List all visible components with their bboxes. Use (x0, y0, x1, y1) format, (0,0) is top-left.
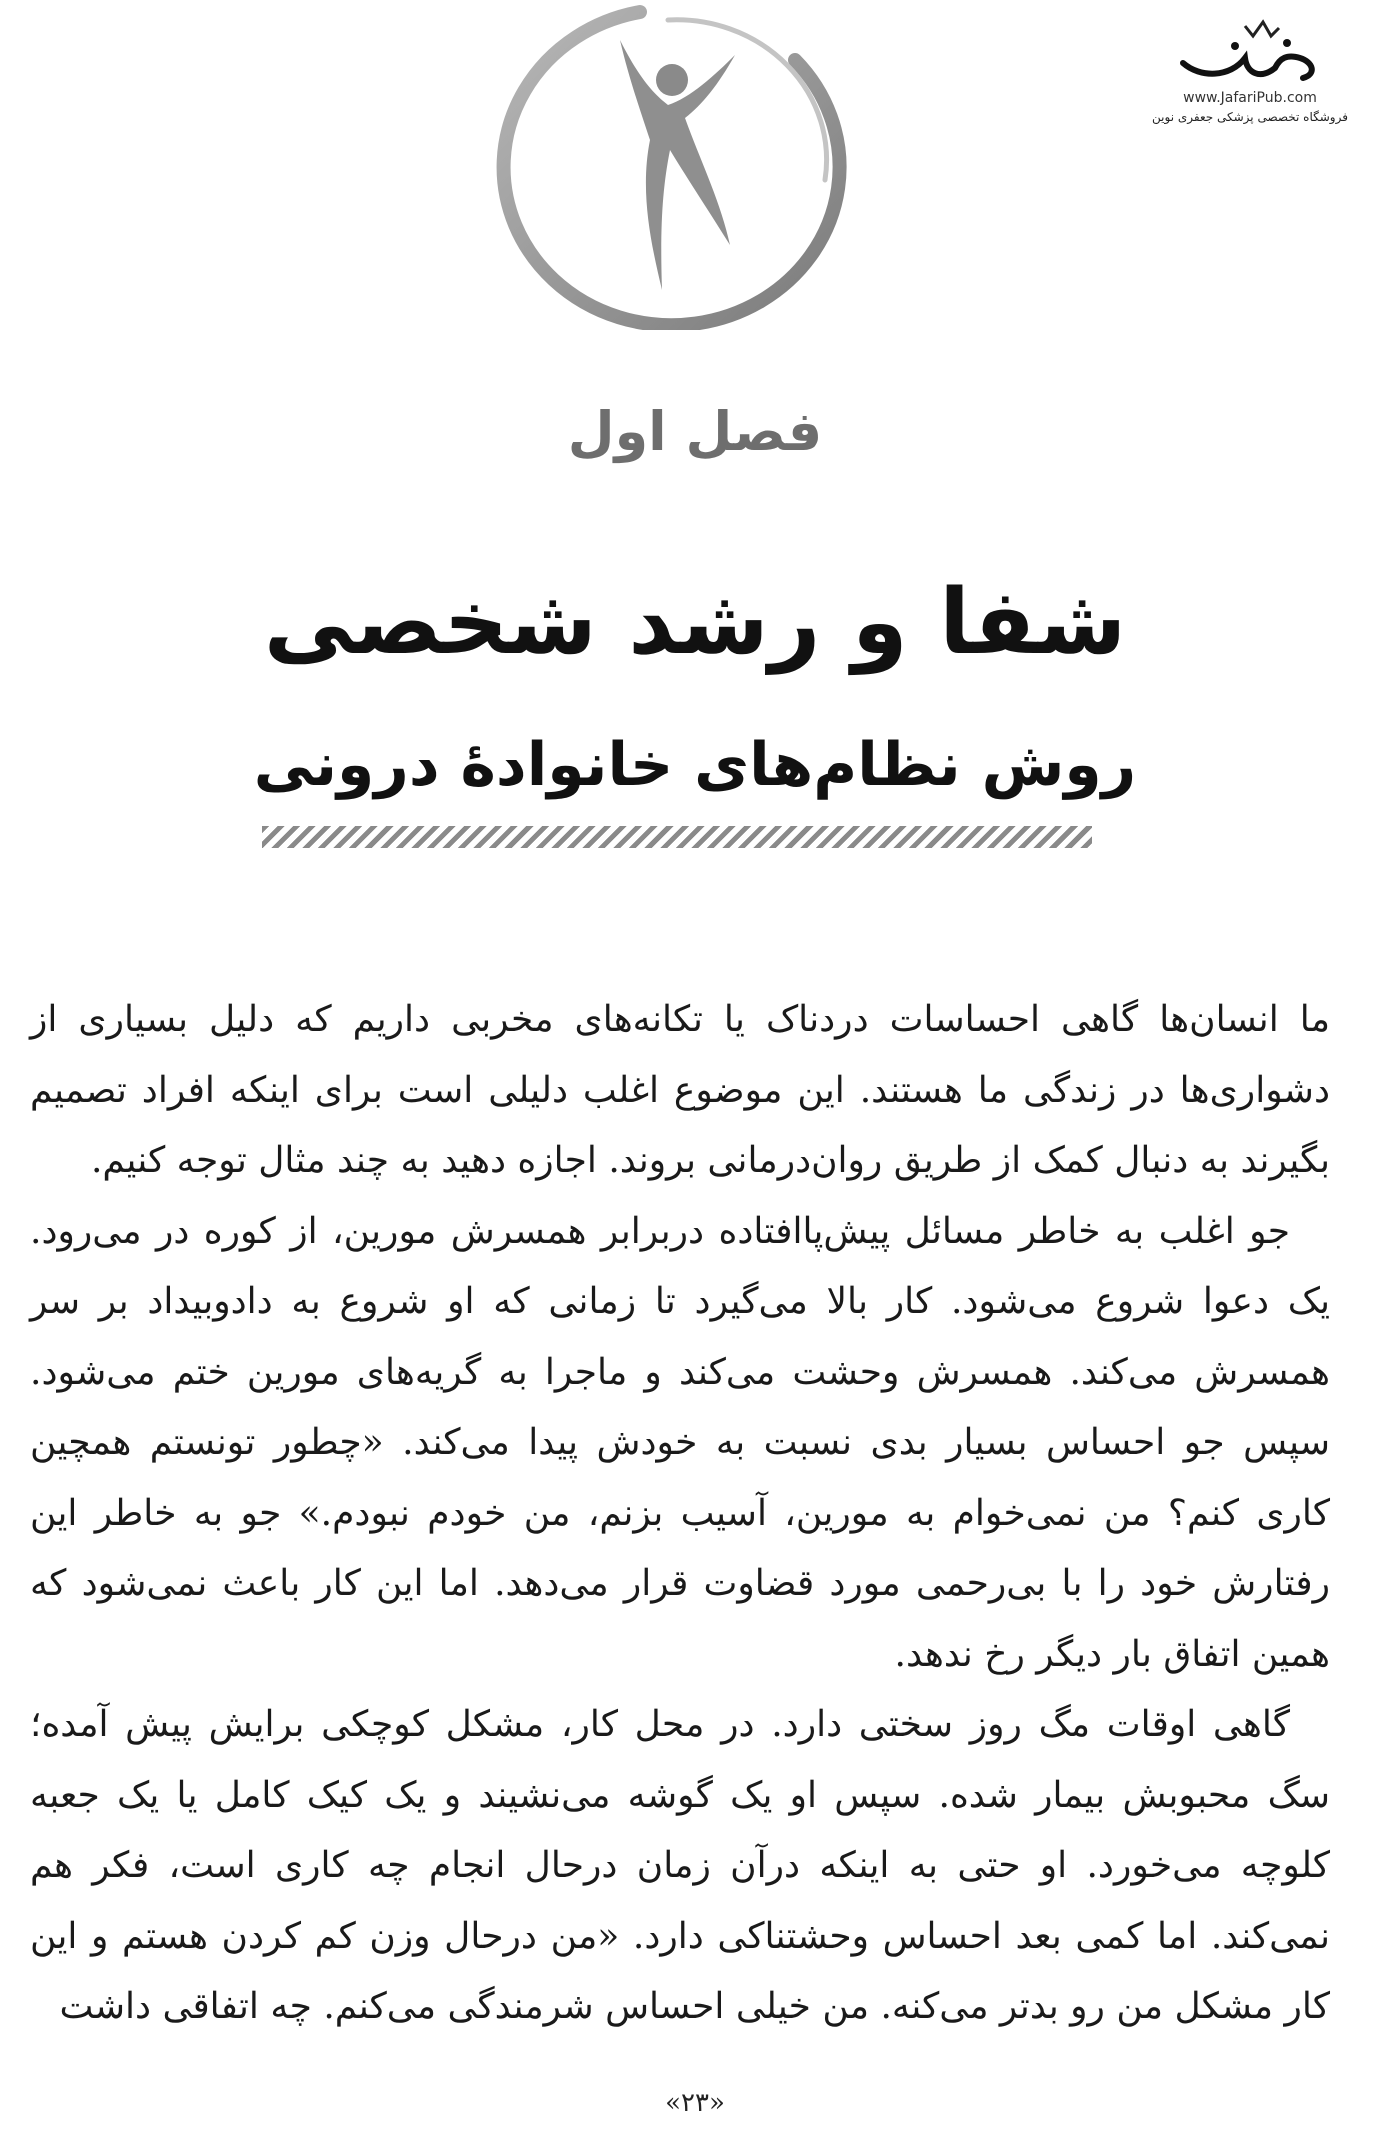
page-number: «۲۳» (665, 2088, 725, 2118)
publisher-logo (1150, 18, 1350, 168)
chapter-label: فصل اول (567, 400, 823, 463)
body-paragraph: گاهی اوقات مگ روز سختی دارد. در محل کار، مشکل کوچکی برایش پیش آمده؛ سگ محبوبش بیمار شده. سپس او یک گوشه می‌نشیند و یک کیک کامل یا یک جعبه کلوچه می‌خورد. او حتی به اینکه درآن زمان درحال انجام چه کاری است، فکر هم نمی‌کند. اما کمی بعد احساس وحشتناکی دارد. «من درحال وزن کم کردن هستم و این کار مشکل من رو بدتر می‌کنه. من خیلی احساس شرمندگی می‌کنم. چه اتفاقی داشت (30, 1704, 1330, 2027)
body-paragraph: جو اغلب به خاطر مسائل پیش‌پاافتاده دربرابر همسرش مورین، از کوره در می‌رود. یک دعوا شروع می‌شود. کار بالا می‌گیرد تا زمانی که او شروع به دادوبیداد بر سر همسرش می‌کند. همسرش وحشت می‌کند و ماجرا به گریه‌های مورین ختم می‌شود. سپس جو احساس بسیار بدی نسبت به خودش پیدا می‌کند. «چطور تونستم همچین کاری کنم؟ من نمی‌خوام به مورین، آسیب بزنم، من خودم نبودم.» جو به خاطر این رفتارش خود را با بی‌رحمی مورد قضاوت قرار می‌دهد. اما این کار باعث نمی‌شود که همین اتفاق بار دیگر رخ ندهد. (30, 1210, 1330, 1675)
chapter-title: شفا و رشد شخصی (263, 570, 1127, 675)
chapter-subtitle: روش نظام‌های خانوادهٔ درونی (253, 730, 1137, 800)
publisher-name: فروشگاه تخصصی پزشکی جعفری نوین (1152, 110, 1348, 124)
chapter-emblem (490, 0, 860, 330)
chapter-body (30, 985, 1330, 2043)
body-paragraph: ما انسان‌ها گاهی احساسات دردناک یا تکانه‌های مخربی داریم که دلیل بسیاری از دشواری‌ها در زندگی ما هستند. این موضوع اغلب دلیلی است برای اینکه افراد تصمیم بگیرند به دنبال کمک از طریق روان‌درمانی بروند. اجازه دهید به چند مثال توجه کنیم. (30, 999, 1330, 1181)
publisher-url: www.JafariPub.com (1183, 90, 1317, 106)
title-divider (262, 826, 1092, 848)
publisher-mark-icon (1175, 18, 1325, 88)
